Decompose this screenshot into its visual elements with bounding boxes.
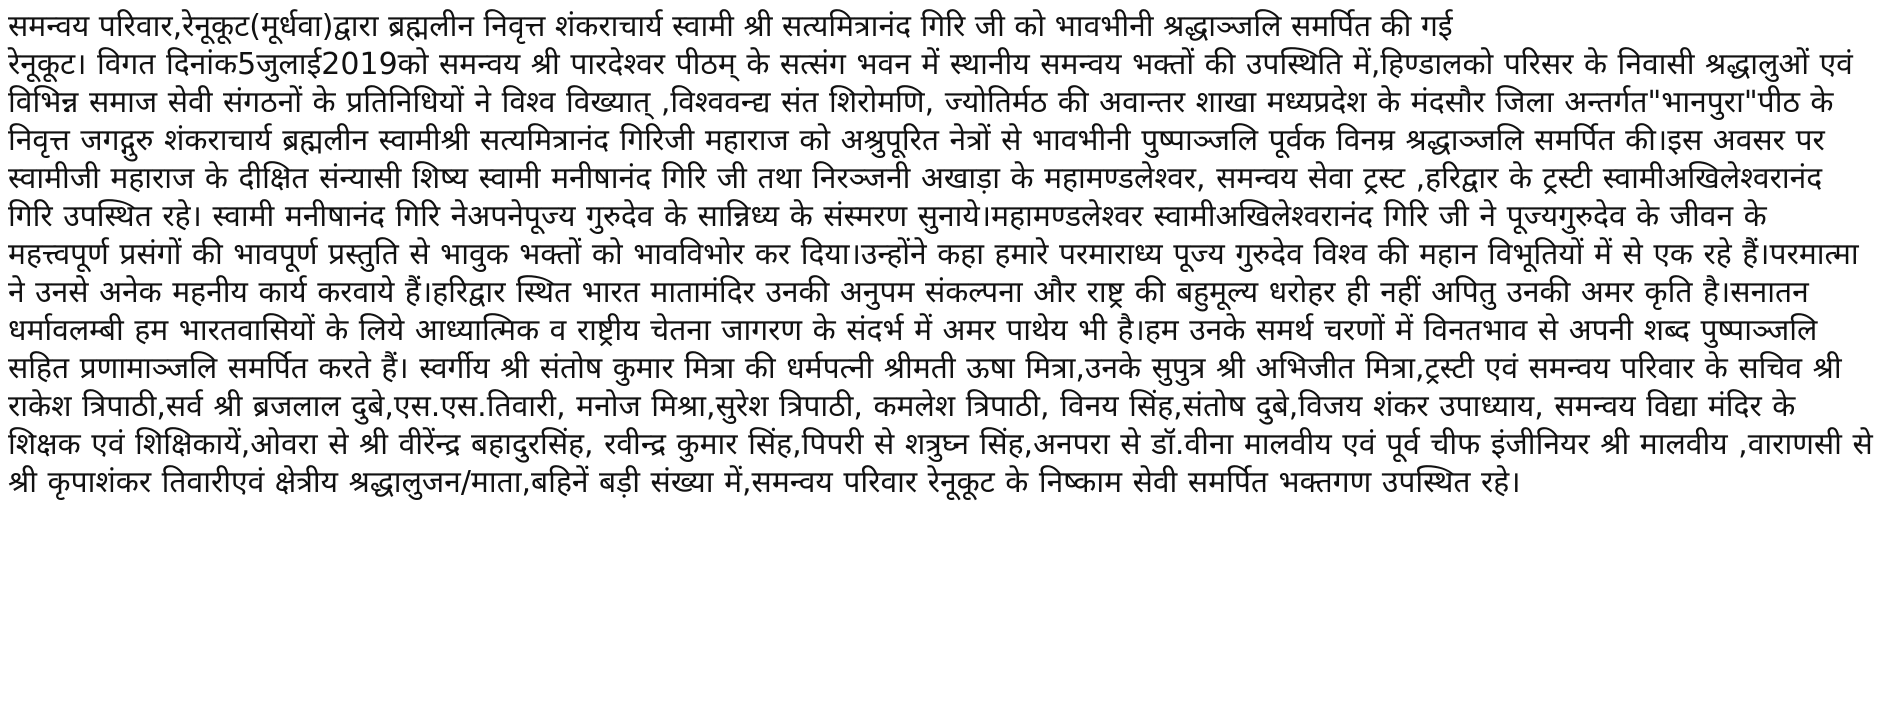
article-body: रेनूकूट। विगत दिनांक5जुलाई2019को समन्वय श्री पारदेश्वर पीठम् के सत्संग भवन में स्थानीय समन्वय भक्तों की उपस्थिति में,हिण्डालको परिसर के निवासी श्रद्धालुओं एवं विभिन्न समाज सेवी संगठनों के प्रतिनिधियों ने विश्व विख्यात् ,विश्ववन्द्य संत शिरोमणि, ज्योतिर्मठ की अवान्तर शाखा मध्यप्रदेश के मंदसौर जिला अन्तर्गत"भानपुरा"पीठ के निवृत्त जगद्गुरु शंकराचार्य ब्रह्मलीन स्वामीश्री सत्यमित्रानंद गिरिजी महाराज को अश्रुपूरित नेत्रों से भावभीनी पुष्पाञ्जलि पूर्वक विनम्र श्रद्धाञ्जलि समर्पित की।इस अवसर पर स्वामीजी महाराज के दीक्षित संन्यासी शिष्य स्वामी मनीषानंद गिरि जी तथा निरञ्जनी अखाड़ा के महामण्डलेश्वर, समन्वय सेवा ट्रस्ट ,हरिद्वार के ट्रस्टी स्वामीअखिलेश्वरानंद गिरि उपस्थित रहे। स्वामी मनीषानंद गिरि नेअपनेपूज्य गुरुदेव के सान्निध्य के संस्मरण सुनाये।महामण्डलेश्वर स्वामीअखिलेश्वरानंद गिरि जी ने पूज्यगुरुदेव के जीवन के महत्त्वपूर्ण प्रसंगों की भावपूर्ण प्रस्तुति से भावुक भक्तों को भावविभोर कर दिया।उन्होंने कहा हमारे परमाराध्य पूज्य गुरुदेव विश्व की महान विभूतियों में से एक रहे हैं।परमात्मा ने उनसे अनेक महनीय कार्य करवाये हैं।हरिद्वार स्थित भारत मातामंदिर उनकी अनुपम संकल्पना और राष्ट्र की बहुमूल्य धरोहर ही नहीं अपितु उनकी अमर कृति है।सनातन धर्मावलम्बी हम भारतवासियों के लिये आध्यात्मिक व राष्ट्रीय चेतना जागरण के संदर्भ में अमर पाथेय भी है।हम उनके समर्थ चरणों में विनतभाव से अपनी शब्द पुष्पाञ्जलि सहित प्रणामाञ्जलि समर्पित करते हैं। स्वर्गीय श्री संतोष कुमार मित्रा की धर्मपत्नी श्रीमती ऊषा मित्रा,उनके सुपुत्र श्री अभिजीत मित्रा,ट्रस्टी एवं समन्वय परिवार के सचिव श्री राकेश त्रिपाठी,सर्व श्री ब्रजलाल दुबे,एस.एस.तिवारी, मनोज मिश्रा,सुरेश त्रिपाठी, कमलेश त्रिपाठी, विनय सिंह,संतोष दुबे,विजय शंकर उपाध्याय, समन्वय विद्या मंदिर के शिक्षक एवं शिक्षिकायें,ओवरा से श्री वीरेंन्द्र बहादुरसिंह, रवीन्द्र कुमार सिंह,पिपरी से शत्रुघ्न सिंह,अनपरा से डॉ.वीना मालवीय एवं पूर्व चीफ इंजीनियर श्री मालवीय ,वाराणसी से श्री कृपाशंकर तिवारीएवं क्षेत्रीय श्रद्धालुजन/माता,बहिनें बड़ी संख्या में,समन्वय परिवार रेनूकूट के निष्काम सेवी समर्पित भक्तगण उपस्थित रहे।: [8, 47, 1873, 500]
article-title: समन्वय परिवार,रेनूकूट(मूर्धवा)द्वारा ब्रह्मलीन निवृत्त शंकराचार्य स्वामी श्री सत्यमित्रानंद गिरि जी को भावभीनी श्रद्धाञ्जलि समर्पित की गई: [8, 9, 1453, 44]
article: [8, 8, 1874, 502]
